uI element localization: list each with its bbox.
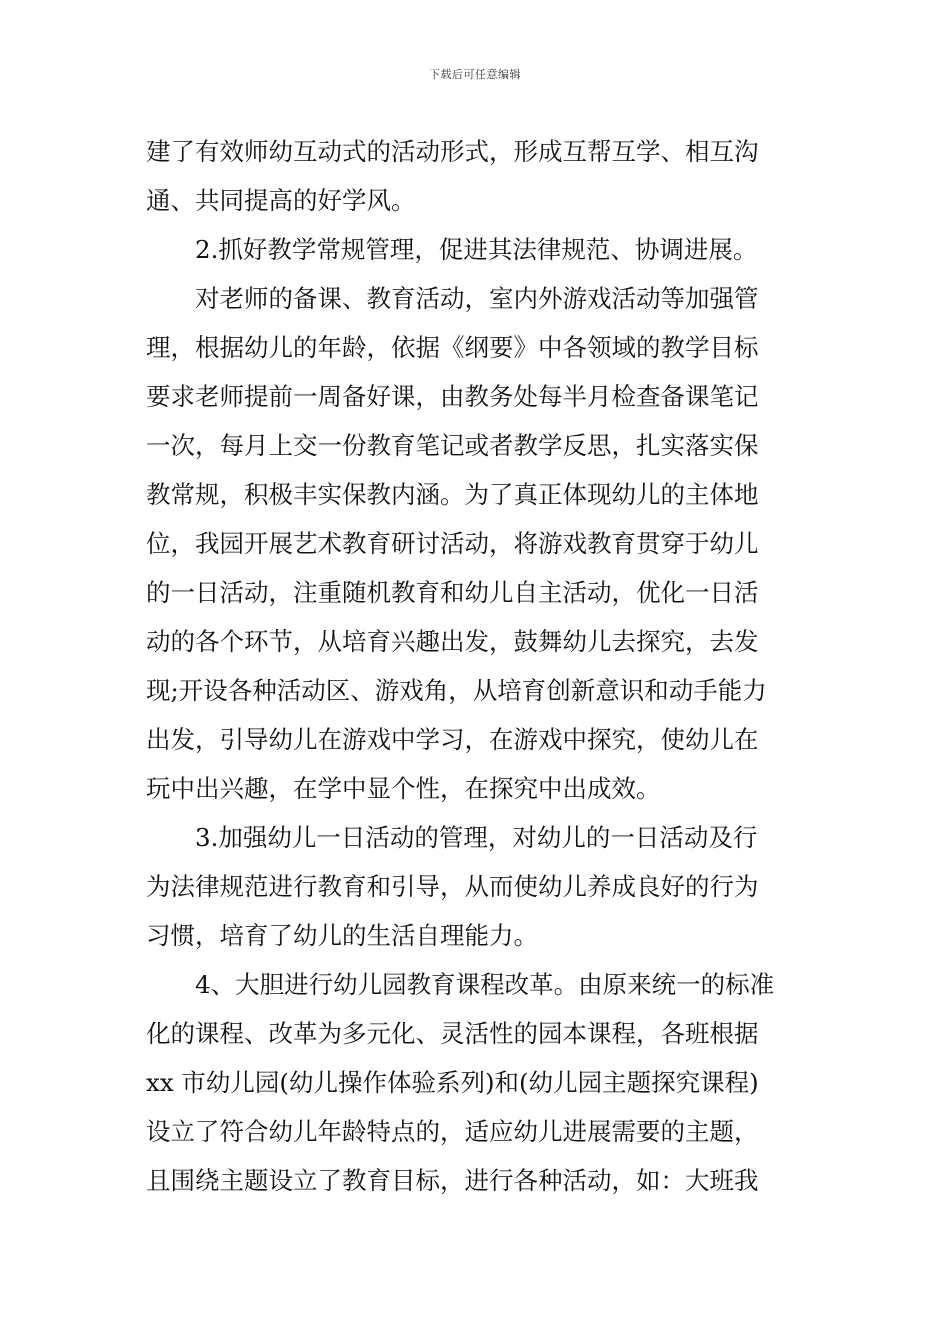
text-line: 玩中出兴趣，在学中显个性，在探究中出成效。	[146, 774, 661, 803]
text-line: 为法律规范进行教育和引导，从而使幼儿养成良好的行为	[146, 872, 759, 901]
text-line: 位，我园开展艺术教育研讨活动，将游戏教育贯穿于幼儿	[146, 529, 759, 558]
text-line: 习惯，培育了幼儿的生活自理能力。	[146, 921, 538, 950]
text-line: 2.抓好教学常规管理，促进其法律规范、协调进展。	[195, 235, 758, 264]
text-line: 4、大胆进行幼儿园教育课程改革。由原来统一的标准	[195, 970, 775, 999]
text-line: 动的各个环节，从培育兴趣出发，鼓舞幼儿去探究，去发	[146, 627, 759, 656]
text-line: 设立了符合幼儿年龄特点的，适应幼儿进展需要的主题，	[146, 1117, 759, 1146]
text-line: 教常规，积极丰实保教内涵。为了真正体现幼儿的主体地	[146, 480, 759, 509]
header-note: 下载后可任意编辑	[429, 68, 521, 81]
text-line: 要求老师提前一周备好课，由教务处每半月检查备课笔记	[146, 382, 759, 411]
text-line: 一次，每月上交一份教育笔记或者教学反思，扎实落实保	[146, 431, 759, 460]
text-line: 对老师的备课、教育活动，室内外游戏活动等加强管	[195, 284, 759, 313]
text-line: 的一日活动，注重随机教育和幼儿自主活动，优化一日活	[146, 578, 759, 607]
text-line: 通、共同提高的好学风。	[146, 186, 416, 215]
text-line: 3.加强幼儿一日活动的管理，对幼儿的一日活动及行	[195, 823, 758, 852]
text-line: 理，根据幼儿的年龄，依据《纲要》中各领域的教学目标	[146, 333, 759, 362]
document-body	[146, 127, 806, 1205]
text-line: xx 市幼儿园(幼儿操作体验系列)和(幼儿园主题探究课程)	[146, 1068, 759, 1097]
text-line: 且围绕主题设立了教育目标，进行各种活动，如：大班我	[146, 1166, 759, 1195]
text-line: 化的课程、改革为多元化、灵活性的园本课程，各班根据	[146, 1019, 759, 1048]
text-line: 出发，引导幼儿在游戏中学习，在游戏中探究，使幼儿在	[146, 725, 759, 754]
text-line: 建了有效师幼互动式的活动形式，形成互帮互学、相互沟	[146, 137, 759, 166]
text-line: 现;开设各种活动区、游戏角，从培育创新意识和动手能力	[146, 676, 767, 705]
